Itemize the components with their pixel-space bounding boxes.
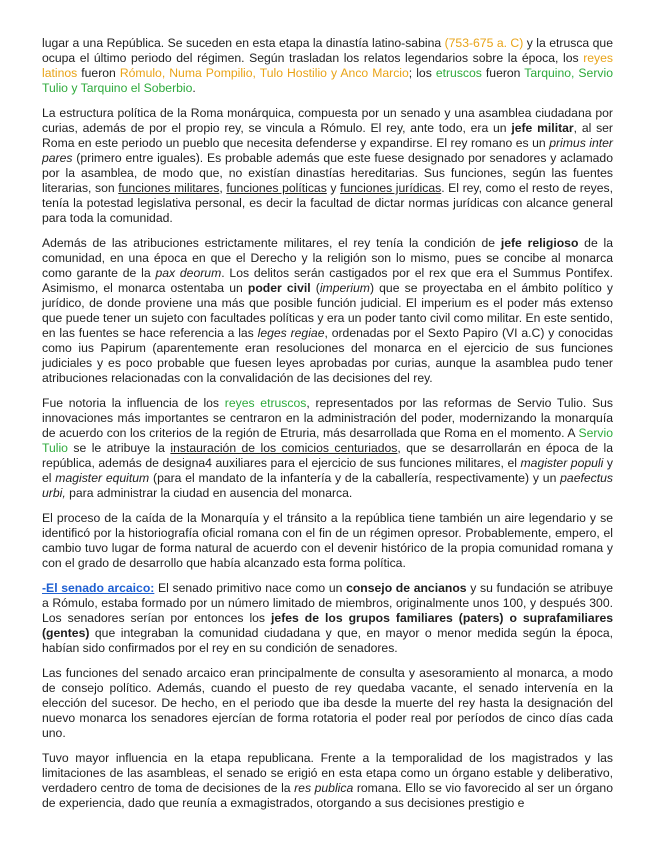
text: (para el mandato de la infantería y de la caballería, respectivamente) y un [149,471,561,485]
paragraph-republican-influence [42,751,613,811]
res-publica-italic: res publica [294,781,354,795]
magister-populi-italic: magister populi [520,456,604,470]
funciones-juridicas-underline: funciones jurídicas [340,181,442,195]
text: (primero entre iguales). Es probable además que este fuese designado por senadores y aclamado por la asamblea, de modo que, no existían dinastías hereditarias. Sus funciones, según las fuentes literarias, son [42,151,613,195]
reyes-etruscos-highlight: reyes etruscos [224,396,307,410]
paragraph-dynasties [42,36,613,96]
text: Las funciones del senado arcaico eran principalmente de consulta y asesoramiento al monarca, a modo de consejo político. Además, cuando el puesto de rey quedaba vacante, el senado intervenía en la elección del sucesor. De hecho, en el periodo que iba desde la muerte del rey hasta la designación del nuevo monarca los senadores ejercían de forma rotatoria el poder real por períodos de cinco días cada uno. [42,666,613,740]
magister-equitum-italic: magister equitum [55,471,150,485]
text: Fue notoria la influencia de los [42,396,225,410]
poder-civil-bold: poder civil [247,281,311,295]
text: se le atribuye la [67,441,171,455]
senado-arcaico-heading-link[interactable]: -El senado arcaico: [42,581,155,595]
text: y la etrusca que ocupa el último periodo del régimen. Según trasladan los relatos legendarios sobre la época, los [42,36,613,65]
text: . Los delitos serán castigados por el rex que era el Summus Pontifex. Asimismo, el monarca ostentaba un [42,266,613,295]
paragraph-senado-arcaico [42,581,613,656]
text: romana. Ello se vio favorecido al ser un órgano de experiencia, dado que reunía a exmagistrados, otorgando a sus decisiones prestigio e [42,781,613,810]
paragraph-senate-functions [42,666,613,741]
imperium-italic: imperium [319,281,370,295]
text: , ordenadas por el Sexto Papiro (VI a.C) y conocidas como ius Papirum (aparentemente eran resoluciones del monarca en el ejercicio de sus funciones judiciales y es poco probable que fuesen leyes aprobadas por curias, aunque la asamblea pudo tener atribuciones relacionadas con la convalidación de las decisiones del rey. [42,326,614,385]
text: fueron [77,66,120,80]
reyes-latinos-highlight: reyes latinos [42,51,613,80]
text: Tuvo mayor influencia en la etapa republicana. Frente a la temporalidad de los magistrados y las limitaciones de las asambleas, el senado se erigió en esta etapa como un órgano estable y deliberativo, verdadero centro de toma de decisiones de la [42,751,613,795]
dates-highlight: (753-675 a. C) [444,36,524,50]
paefectus-urbi-italic: paefectus urbi, [42,471,614,500]
text: lugar a una República. Se suceden en esta etapa la dinastía latino-sabina [42,36,445,50]
text: para administrar la ciudad en ausencia del monarca. [65,486,353,500]
jefe-religioso-bold: jefe religioso [500,236,579,250]
text: El proceso de la caída de la Monarquía y el tránsito a la república tiene también un aire legendario y se identificó por la historiografía oficial romana con el fin de un régimen opresor. Probablemente, empero, el cambio tuvo lugar de forma natural de acuerdo con el devenir histórico de la propia comunidad romana y con el grado de desarrollo que había alcanzado esta forma política. [42,511,613,570]
text: , [219,181,227,195]
paragraph-fall-monarchy [42,511,613,571]
text: , que se desarrollarán en época de la república, además de designa4 auxiliares para el ejercicio de sus funciones militares, el [42,441,614,470]
paragraph-political-structure [42,106,613,226]
paragraph-etruscan-kings [42,396,613,501]
text: . [192,81,196,95]
consejo-ancianos-bold: consejo de ancianos [346,581,467,595]
text: Además de las atribuciones estrictamente militares, el rey tenía la condición de [42,236,501,250]
text: La estructura política de la Roma monárquica, compuesta por un senado y una asamblea ciudadana por curias, además de por el propio rey, se vincula a Rómulo. El rey, ante todo, era un [42,106,613,135]
text: de la comunidad, en una época en que el Derecho y la religión son lo mismo, pues se concibe al monarca como garante de la [42,236,613,280]
primus-inter-pares-italic: primus inter pares [42,136,613,165]
text: ) que se proyectaba en el ámbito político y jurídico, de donde proviene una más que posible función judicial. El imperium es el poder más extenso que puede tener un sujeto con facultades políticas y era un poder tanto civil como militar. En este sentido, en las fuentes se hace referencia a las [42,281,613,340]
pax-deorum-italic: pax deorum [155,266,222,280]
text: y el [42,456,613,485]
text: . El rey, como el resto de reyes, tenía la potestad legislativa personal, es decir la facultad de dictar normas jurídicas con alcance general para toda la comunidad. [42,181,613,225]
text: , representados por las reformas de Servio Tulio. Sus innovaciones más importantes se centraron en la administración del poder, modernizando la monarquía de acuerdo con los criterios de la región de Etruria, más desarrollada que Roma en el momento. A [42,396,614,440]
text: El senado primitivo nace como un [154,581,347,595]
leges-regiae-italic: leges regiae [257,326,325,340]
comicios-centuriados-underline: instauración de los comicios centuriados [170,441,398,455]
etruscos-highlight: etruscos [435,66,482,80]
etruscan-kings-highlight: Tarquino, Servio Tulio y Tarquino el Soberbio [42,66,613,95]
text: ( [310,281,320,295]
paragraph-religious-civil [42,236,613,386]
text: que integraban la comunidad ciudadana y que, en mayor o menor medida según la época, habían sido confirmados por el rey en su condición de senadores. [42,626,613,655]
latin-kings-highlight: Rómulo, Numa Pompilio, Tulo Hostilio y Anco Marcio [119,66,409,80]
servio-tulio-highlight: Servio Tulio [42,426,613,455]
funciones-militares-underline: funciones militares [118,181,220,195]
jefe-militar-bold: jefe militar [511,121,574,135]
text: , al ser Roma en este periodo un pueblo que necesita defenderse y expandirse. El rey romano es un [42,121,613,150]
jefes-grupos-bold: jefes de los grupos familiares (paters) o suprafamiliares (gentes) [42,611,613,640]
text: ; los [408,66,436,80]
funciones-politicas-underline: funciones políticas [226,181,327,195]
text: y su fundación se atribuye a Rómulo, estaba formado por un número limitado de miembros, originalmente unos 100, y después 300. Los senadores serían por entonces los [42,581,613,625]
text: y [326,181,341,195]
text: fueron [481,66,525,80]
